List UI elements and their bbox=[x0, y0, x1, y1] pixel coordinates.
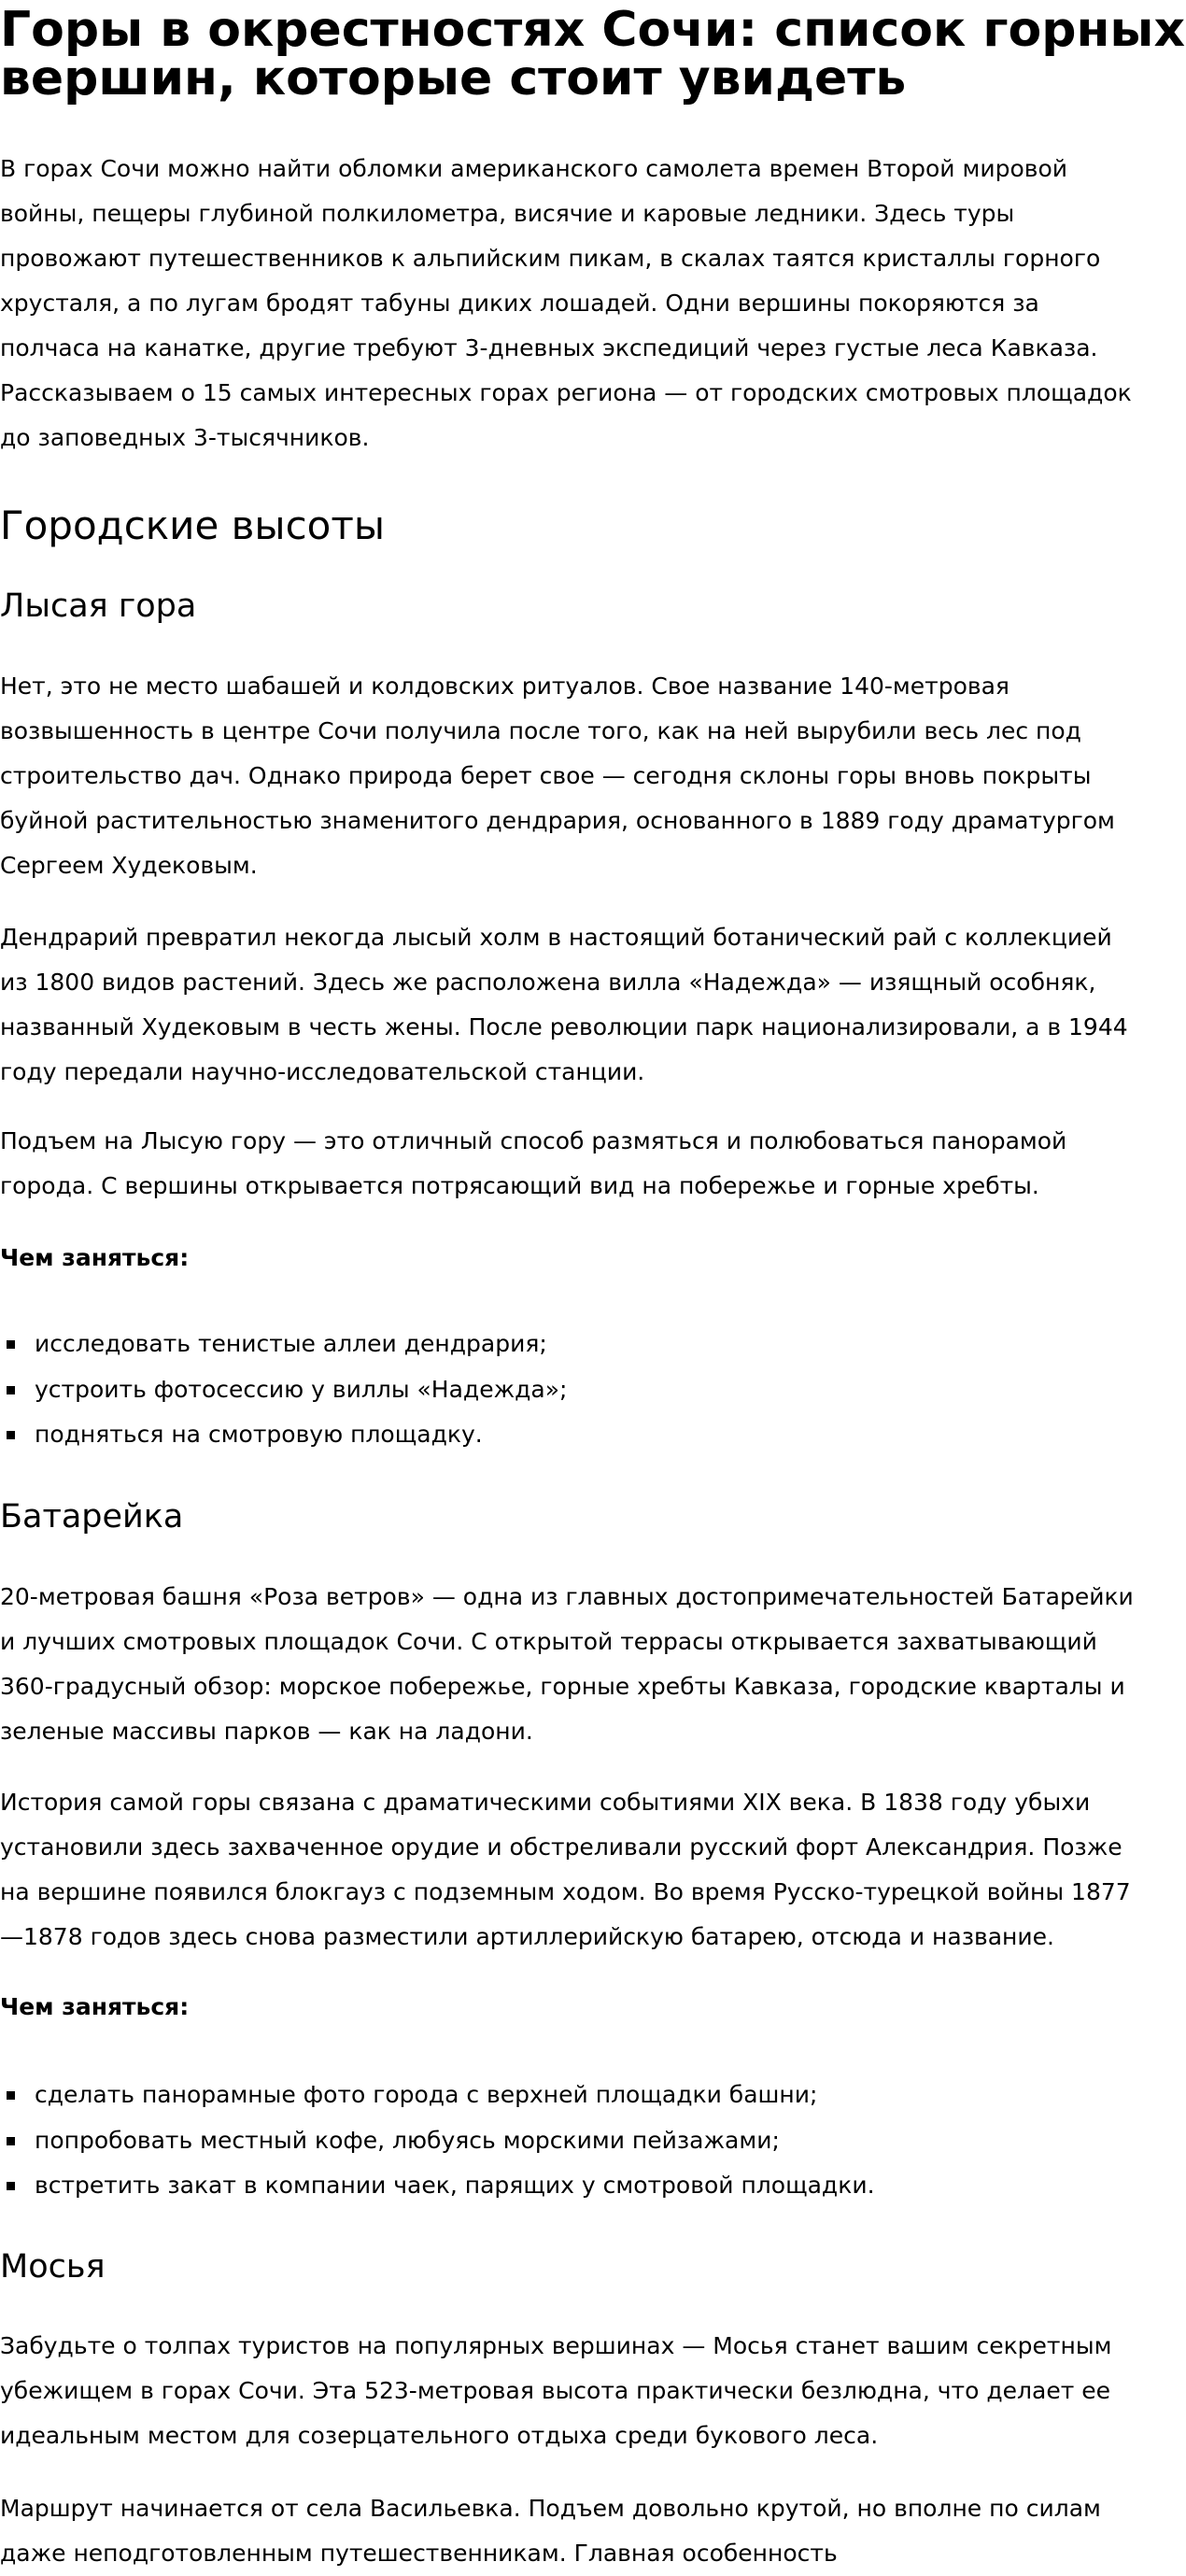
list-item bbox=[0, 1367, 567, 1413]
list-item bbox=[0, 2163, 875, 2209]
paragraph bbox=[0, 2486, 1101, 2576]
paragraph-line: буйной растительностью знаменитого дендрария, основанного в 1889 году драматургом bbox=[0, 807, 1115, 834]
paragraph-line: Сергеем Худековым. bbox=[0, 852, 258, 879]
paragraph bbox=[0, 915, 1128, 1095]
paragraph-line: даже неподготовленным путешественникам. Главная особенность bbox=[0, 2540, 838, 2567]
square-bullet-icon bbox=[7, 2137, 15, 2145]
paragraph-line: Маршрут начинается от села Васильевка. Подъем довольно крутой, но вполне по силам bbox=[0, 2495, 1101, 2522]
paragraph bbox=[0, 664, 1115, 888]
square-bullet-icon bbox=[7, 1431, 15, 1439]
paragraph-line: убежищем в горах Сочи. Эта 523-метровая высота практически безлюдна, что делает ее bbox=[0, 2377, 1110, 2404]
list-item-text: подняться на смотровую площадку. bbox=[35, 1421, 483, 1448]
paragraph-line: из 1800 видов растений. Здесь же расположена вилла «Надежда» — изящный особняк, bbox=[0, 969, 1096, 996]
list-item-text: сделать панорамные фото города с верхней площадки башни; bbox=[35, 2081, 818, 2108]
list-item bbox=[0, 1322, 567, 1367]
paragraph bbox=[0, 1119, 1066, 1209]
page-title bbox=[0, 2, 1185, 106]
paragraph-line: войны, пещеры глубиной полкилометра, висячие и каровые ледники. Здесь туры bbox=[0, 200, 1015, 227]
todo-label: Чем заняться: bbox=[0, 1244, 190, 1271]
paragraph-line: на вершине появился блокгауз с подземным ходом. Во время Русско-турецкой войны 1877 bbox=[0, 1878, 1131, 1905]
list-item bbox=[0, 2118, 875, 2164]
paragraph-line: Подъем на Лысую гору — это отличный способ размяться и полюбоваться панорамой bbox=[0, 1127, 1067, 1154]
paragraph-line: города. С вершины открывается потрясающий вид на побережье и горные хребты. bbox=[0, 1172, 1039, 1199]
paragraph-line: до заповедных 3-тысячников. bbox=[0, 424, 370, 451]
paragraph-line: зеленые массивы парков — как на ладони. bbox=[0, 1718, 533, 1745]
paragraph-line: 360-градусный обзор: морское побережье, горные хребты Кавказа, городские кварталы и bbox=[0, 1673, 1125, 1700]
heading-lysaya-gora: Лысая гора bbox=[0, 587, 197, 625]
paragraph-line: названный Худековым в честь жены. После революции парк национализировали, а в 1944 bbox=[0, 1013, 1128, 1040]
paragraph-line: строительство дач. Однако природа берет свое — сегодня склоны горы вновь покрыты bbox=[0, 762, 1092, 789]
paragraph-line: —1878 годов здесь снова разместили артиллерийскую батарею, отсюда и название. bbox=[0, 1923, 1054, 1950]
list-item bbox=[0, 2073, 875, 2118]
paragraph bbox=[0, 1575, 1134, 1754]
square-bullet-icon bbox=[7, 1386, 15, 1394]
todo-label: Чем заняться: bbox=[0, 1993, 190, 2020]
list-item-text: встретить закат в компании чаек, парящих у смотровой площадки. bbox=[35, 2172, 875, 2199]
paragraph-line: Забудьте о толпах туристов на популярных вершинах — Мосья станет вашим секретным bbox=[0, 2332, 1112, 2359]
title-line: вершин, которые стоит увидеть bbox=[0, 50, 907, 106]
paragraph-line: и лучших смотровых площадок Сочи. С открытой террасы открывается захватывающий bbox=[0, 1628, 1097, 1655]
todo-list bbox=[0, 1322, 567, 1458]
paragraph-line: Нет, это не место шабашей и колдовских ритуалов. Свое название 140-метровая bbox=[0, 672, 1010, 700]
paragraph-line: идеальным местом для созерцательного отдыха среди букового леса. bbox=[0, 2422, 879, 2449]
square-bullet-icon bbox=[7, 2091, 15, 2100]
square-bullet-icon bbox=[7, 2182, 15, 2190]
list-item-text: устроить фотосессию у виллы «Надежда»; bbox=[35, 1375, 568, 1403]
paragraph-line: Дендрарий превратил некогда лысый холм в настоящий ботанический рай с коллекцией bbox=[0, 924, 1112, 951]
paragraph-line: хрусталя, а по лугам бродят табуны диких лошадей. Одни вершины покоряются за bbox=[0, 290, 1039, 317]
section-heading: Городские высоты bbox=[0, 502, 385, 548]
paragraph-line: году передали научно-исследовательской станции. bbox=[0, 1058, 645, 1085]
paragraph-line: В горах Сочи можно найти обломки американского самолета времен Второй мировой bbox=[0, 155, 1068, 182]
paragraph-line: История самой горы связана с драматическими событиями XIX века. В 1838 году убыхи bbox=[0, 1789, 1091, 1816]
square-bullet-icon bbox=[7, 1340, 15, 1349]
paragraph-line: установили здесь захваченное орудие и обстреливали русский форт Александрия. Позже bbox=[0, 1833, 1122, 1861]
list-item-text: исследовать тенистые аллеи дендрария; bbox=[35, 1330, 547, 1357]
paragraph-line: провожают путешественников к альпийским пикам, в скалах таятся кристаллы горного bbox=[0, 245, 1101, 272]
paragraph-line: возвышенность в центре Сочи получила после того, как на ней вырубили весь лес под bbox=[0, 717, 1081, 744]
intro-paragraph bbox=[0, 147, 1132, 460]
paragraph-line: 20-метровая башня «Роза ветров» — одна из главных достопримечательностей Батарейки bbox=[0, 1583, 1134, 1610]
list-item bbox=[0, 1412, 567, 1458]
paragraph-line: Рассказываем о 15 самых интересных горах региона — от городских смотровых площадок bbox=[0, 379, 1132, 406]
list-item-text: попробовать местный кофе, любуясь морскими пейзажами; bbox=[35, 2126, 780, 2154]
title-line: Горы в окрестностях Сочи: список горных bbox=[0, 2, 1185, 58]
todo-list bbox=[0, 2073, 875, 2209]
paragraph bbox=[0, 2324, 1111, 2458]
paragraph bbox=[0, 1780, 1131, 1960]
heading-mosya: Мосья bbox=[0, 2248, 106, 2286]
heading-batareyka: Батарейка bbox=[0, 1498, 184, 1536]
paragraph-line: полчаса на канатке, другие требуют 3-дневных экспедиций через густые леса Кавказа. bbox=[0, 334, 1098, 361]
